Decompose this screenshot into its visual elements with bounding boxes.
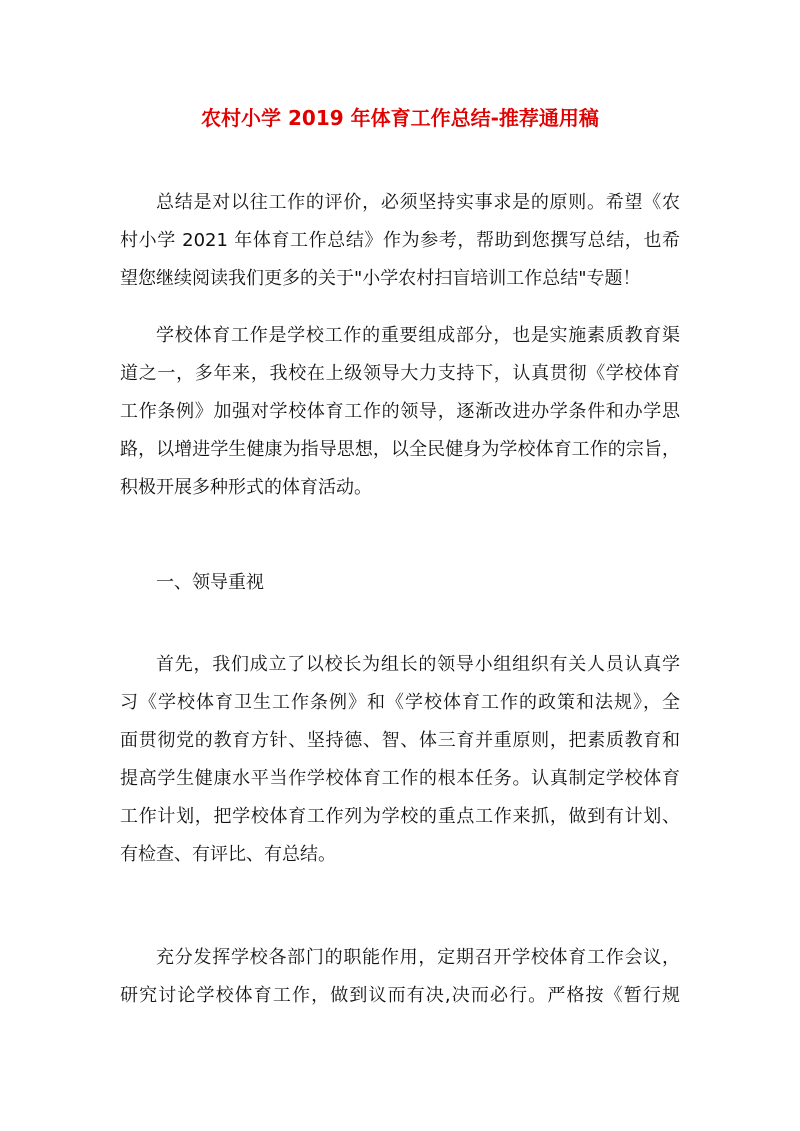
paragraph-line: 习《学校体育卫生工作条例》和《学校体育工作的政策和法规》，全 (120, 692, 680, 713)
paragraph-line: 提高学生健康水平当作学校体育工作的根本任务。认真制定学校体育 (120, 768, 680, 789)
body-paragraph-2 (120, 646, 680, 874)
paragraph-line: 充分发挥学校各部门的职能作用，定期召开学校体育工作会议， (156, 947, 680, 968)
paragraph-line: 工作计划，把学校体育工作列为学校的重点工作来抓，做到有计划、 (120, 806, 680, 827)
section-heading: 一、领导重视 (156, 572, 264, 593)
paragraph-line: 研究讨论学校体育工作，做到议而有决,决而必行。严格按《暂行规 (120, 985, 680, 1006)
paragraph-line: 路，以增进学生健康为指导思想，以全民健身为学校体育工作的宗旨， (120, 439, 680, 460)
document-title: 农村小学 2019 年体育工作总结-推荐通用稿 (201, 106, 599, 130)
paragraph-line: 面贯彻党的教育方针、坚持德、智、体三育并重原则，把素质教育和 (120, 730, 680, 751)
paragraph-line: 工作条例》加强对学校体育工作的领导，逐渐改进办学条件和办学思 (120, 401, 680, 422)
paragraph-line: 村小学 2021 年体育工作总结》作为参考，帮助到您撰写总结，也希 (120, 230, 680, 251)
paragraph-line: 望您继续阅读我们更多的关于"小学农村扫盲培训工作总结"专题！ (120, 268, 641, 289)
paragraph-line: 首先，我们成立了以校长为组长的领导小组组织有关人员认真学 (156, 654, 680, 675)
paragraph-line: 有检查、有评比、有总结。 (120, 844, 336, 865)
body-paragraph-3 (120, 939, 680, 1015)
paragraph-line: 学校体育工作是学校工作的重要组成部分，也是实施素质教育渠 (156, 325, 680, 346)
paragraph-line: 总结是对以往工作的评价，必须坚持实事求是的原则。希望《农 (156, 192, 680, 213)
intro-paragraph (120, 184, 680, 298)
paragraph-line: 道之一，多年来，我校在上级领导大力支持下，认真贯彻《学校体育 (120, 363, 680, 384)
paragraph-line: 积极开展多种形式的体育活动。 (120, 477, 372, 498)
body-paragraph-1 (120, 317, 680, 507)
